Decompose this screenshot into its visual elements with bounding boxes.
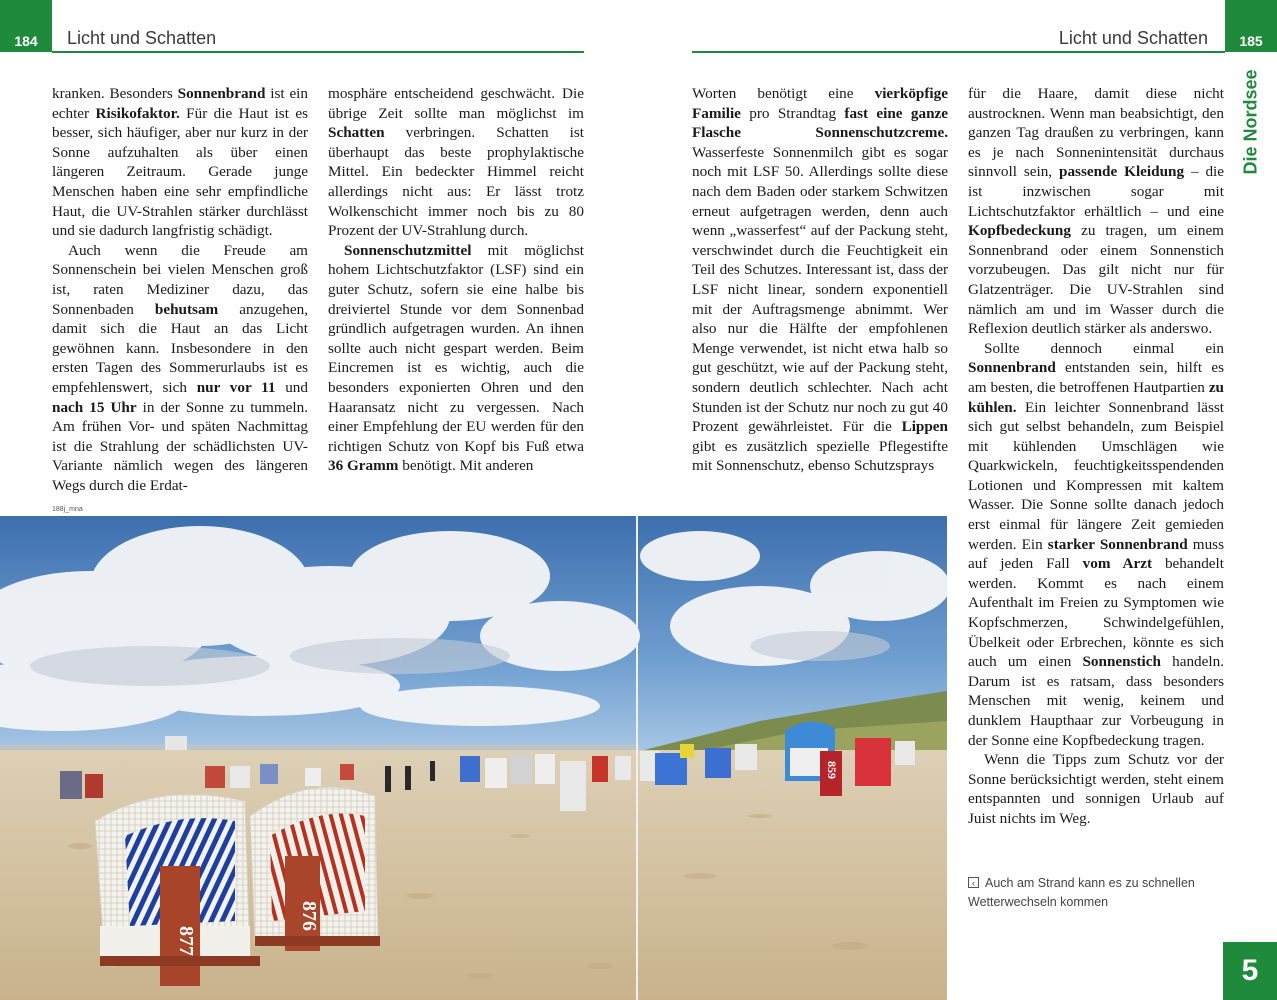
side-tab-label: Die Nordsee — [1240, 69, 1261, 175]
bold-term: vierköpfige Familie — [692, 85, 948, 122]
bold-term: Sonnenbrand — [177, 85, 266, 102]
bold-term: Lippen — [901, 418, 948, 436]
paragraph: Wenn die Tipps zum Schutz vor der Sonne berücksichtigt werden, steht einem entspannten und sonnigen Urlaub auf Juist nichts im Weg. — [968, 751, 1224, 827]
chair-number-2: 876 — [298, 901, 320, 931]
bold-term: Sonnenbrand — [968, 359, 1056, 377]
chair-number-3: 859 — [825, 761, 839, 779]
page-number-left: 184 — [0, 0, 52, 52]
paragraph: Worten benötigt eine vierköpfige Familie pro Strandtag fast eine ganze Flasche Sonnenschutzcreme. Wasserfeste Sonnenmilch gibt es sogar noch mit LSF 50. Allerdings sollte diese nach dem Baden oder starkem Schwitzen erneut aufgetragen werden, denn auch wenn „wasserfest“ auf der Packung steht, verschwindet durch die Feuchtigkeit ein Teil des Schutzes. Interessant ist, dass der LSF nicht linear, sondern exponentiell mit der Auftragsmenge abnimmt. Wer also nur die Hälfte der empfohlenen Menge verwendet, ist nicht etwa halb so gut geschützt, wie auf der Packung steht, sondern deutlich schlechter. Nach acht Stunden ist der Schutz nur noch zu gut 40 Prozent gewährleistet. Für die Lippen gibt es zusätzlich spezielle Pflegestifte mit Sonnenschutz, ebenso Schutzsprays — [692, 85, 948, 475]
paragraph: kranken. Besonders Sonnenbrand ist ein echter Risikofaktor. Für die Haut ist es besser, sich häufiger, aber nur kurz in der Sonne aufzuhalten als über einen längeren Zeitraum. Gerade junge Menschen haben eine sehr empfindliche Haut, die UV-Strahlen stärker durchlässt und sie dadurch langfristig schädigt. — [52, 85, 308, 240]
beach-photo — [0, 516, 947, 1000]
bold-term: Kopfbedeckung — [968, 222, 1071, 240]
bold-term: Risikofaktor. — [95, 104, 180, 122]
text-column-1 — [52, 84, 308, 495]
chapter-number: 5 — [1223, 942, 1277, 1000]
paragraph: Sollte dennoch einmal ein Sonnenbrand entstanden sein, hilft es am besten, die betroffenen Hautpartien zu kühlen. Ein leichter Sonnenbrand lässt sich gut selbst behandeln, zum Beispiel mit kühlenden Umschlägen wie Quarkwickeln, feuchtigkeitsspendenden Lotionen und Kompressen mit kaltem Wasser. Die Sonne sollte danach jedoch erst einmal für längere Zeit gemieden werden. Ein starker Sonnenbrand muss auf jeden Fall vom Arzt behandelt werden. Kommt es nach einem Aufenthalt im Freien zu Symptomen wie Kopfschmerzen, Schwindelgefühlen, Übelkeit oder Erbrechen, könnte es sich auch um einen Sonnenstich handeln. Darum ist es ratsam, dass besonders Menschen mit wenig, keinem und dunklem Haupthaar zur Vorbeugung in der Sonne eine Kopfbedeckung tragen. — [968, 339, 1225, 749]
bold-term: Sonnenschutzmittel — [344, 241, 472, 259]
image-caption — [968, 874, 1218, 912]
bold-term: behutsam — [154, 300, 219, 318]
header-rule-left — [52, 51, 584, 53]
bold-term: vom Arzt — [1082, 555, 1153, 573]
running-head-right: Licht und Schatten — [1058, 28, 1208, 48]
text-column-3 — [692, 84, 948, 476]
arrow-left-icon: ‹ — [968, 877, 979, 888]
bold-term: passende Kleidung — [1059, 163, 1185, 181]
header-rule-right — [692, 51, 1225, 53]
paragraph: für die Haare, damit diese nicht austrocknen. Wenn man beabsichtigt, den ganzen Tag draußen zu verbringen, kann es je nach Sonnenintensität durchaus sinnvoll sein, passende Kleidung – die ist inzwischen sogar mit Lichtschutzfaktor erhältlich – und eine Kopfbedeckung zu tragen, um einem Sonnenbrand oder einem Sonnenstich vorzubeugen. Das gilt nicht nur für Glatzenträger. Die UV-Strahlen sind nämlich am und im Wasser durch die Reflexion deutlich stärker als anderswo. — [968, 85, 1224, 338]
caption-text: Auch am Strand kann es zu schnellen Wetterwechseln kommen — [968, 876, 1195, 909]
paragraph: mosphäre entscheidend geschwächt. Die übrige Zeit sollte man möglichst im Schatten verbringen. Schatten ist überhaupt das beste prophylaktische Mittel. Ein bedeckter Himmel reicht allerdings nicht aus: Er lässt trotz Wolkenschicht immer noch bis zu 80 Prozent der UV-Strahlung durch. — [328, 85, 584, 240]
side-tab — [1225, 52, 1277, 192]
bold-term: starker Sonnenbrand — [1047, 535, 1188, 553]
text-column-4 — [968, 84, 1224, 829]
page-number-right: 185 — [1225, 0, 1277, 52]
bold-term: zu kühlen. — [968, 378, 1224, 416]
running-head-left: Licht und Schatten — [67, 28, 217, 48]
image-code: 188j_mna — [52, 506, 83, 513]
bold-term: Sonnenstich — [1082, 653, 1161, 671]
text-column-2 — [328, 84, 584, 476]
chair-number-1: 877 — [175, 926, 197, 956]
bold-term: nur vor 11 — [196, 378, 276, 396]
bold-term: nach 15 Uhr — [52, 398, 137, 416]
paragraph: Sonnenschutzmittel mit möglichst hohem Lichtschutzfaktor (LSF) sind ein guter Schutz, sofern sie eine halbe bis dreiviertel Stunde vor dem Sonnenbad gründlich aufgetragen wurden. An ihnen sollte auch nicht gespart werden. Beim Eincremen ist es wichtig, auch die besonders exponierten Ohren und den Haaransatz nicht zu vergessen. Nach einer Empfehlung der EU werden für den richtigen Schutz von Kopf bis Fuß etwa 36 Gramm benötigt. Mit anderen — [328, 241, 584, 475]
paragraph: Auch wenn die Freude am Sonnenschein bei vielen Menschen groß ist, raten Mediziner dazu, das Sonnenbaden behutsam anzugehen, damit sich die Haut an das Licht gewöhnen kann. Insbesondere in den ersten Tagen des Sommerurlaubs ist es empfehlenswert, sich nur vor 11 und nach 15 Uhr in der Sonne zu tummeln. Am frühen Vor- und späten Nachmittag ist die Strahlung der schädlichsten UV-Variante nämlich wegen des längeren Wegs durch die Erdat- — [52, 241, 309, 494]
bold-term: fast eine ganze Flasche Sonnenschutzcreme. — [692, 104, 948, 142]
bold-term: Schatten — [328, 124, 385, 142]
bold-term: 36 Gramm — [328, 457, 399, 475]
